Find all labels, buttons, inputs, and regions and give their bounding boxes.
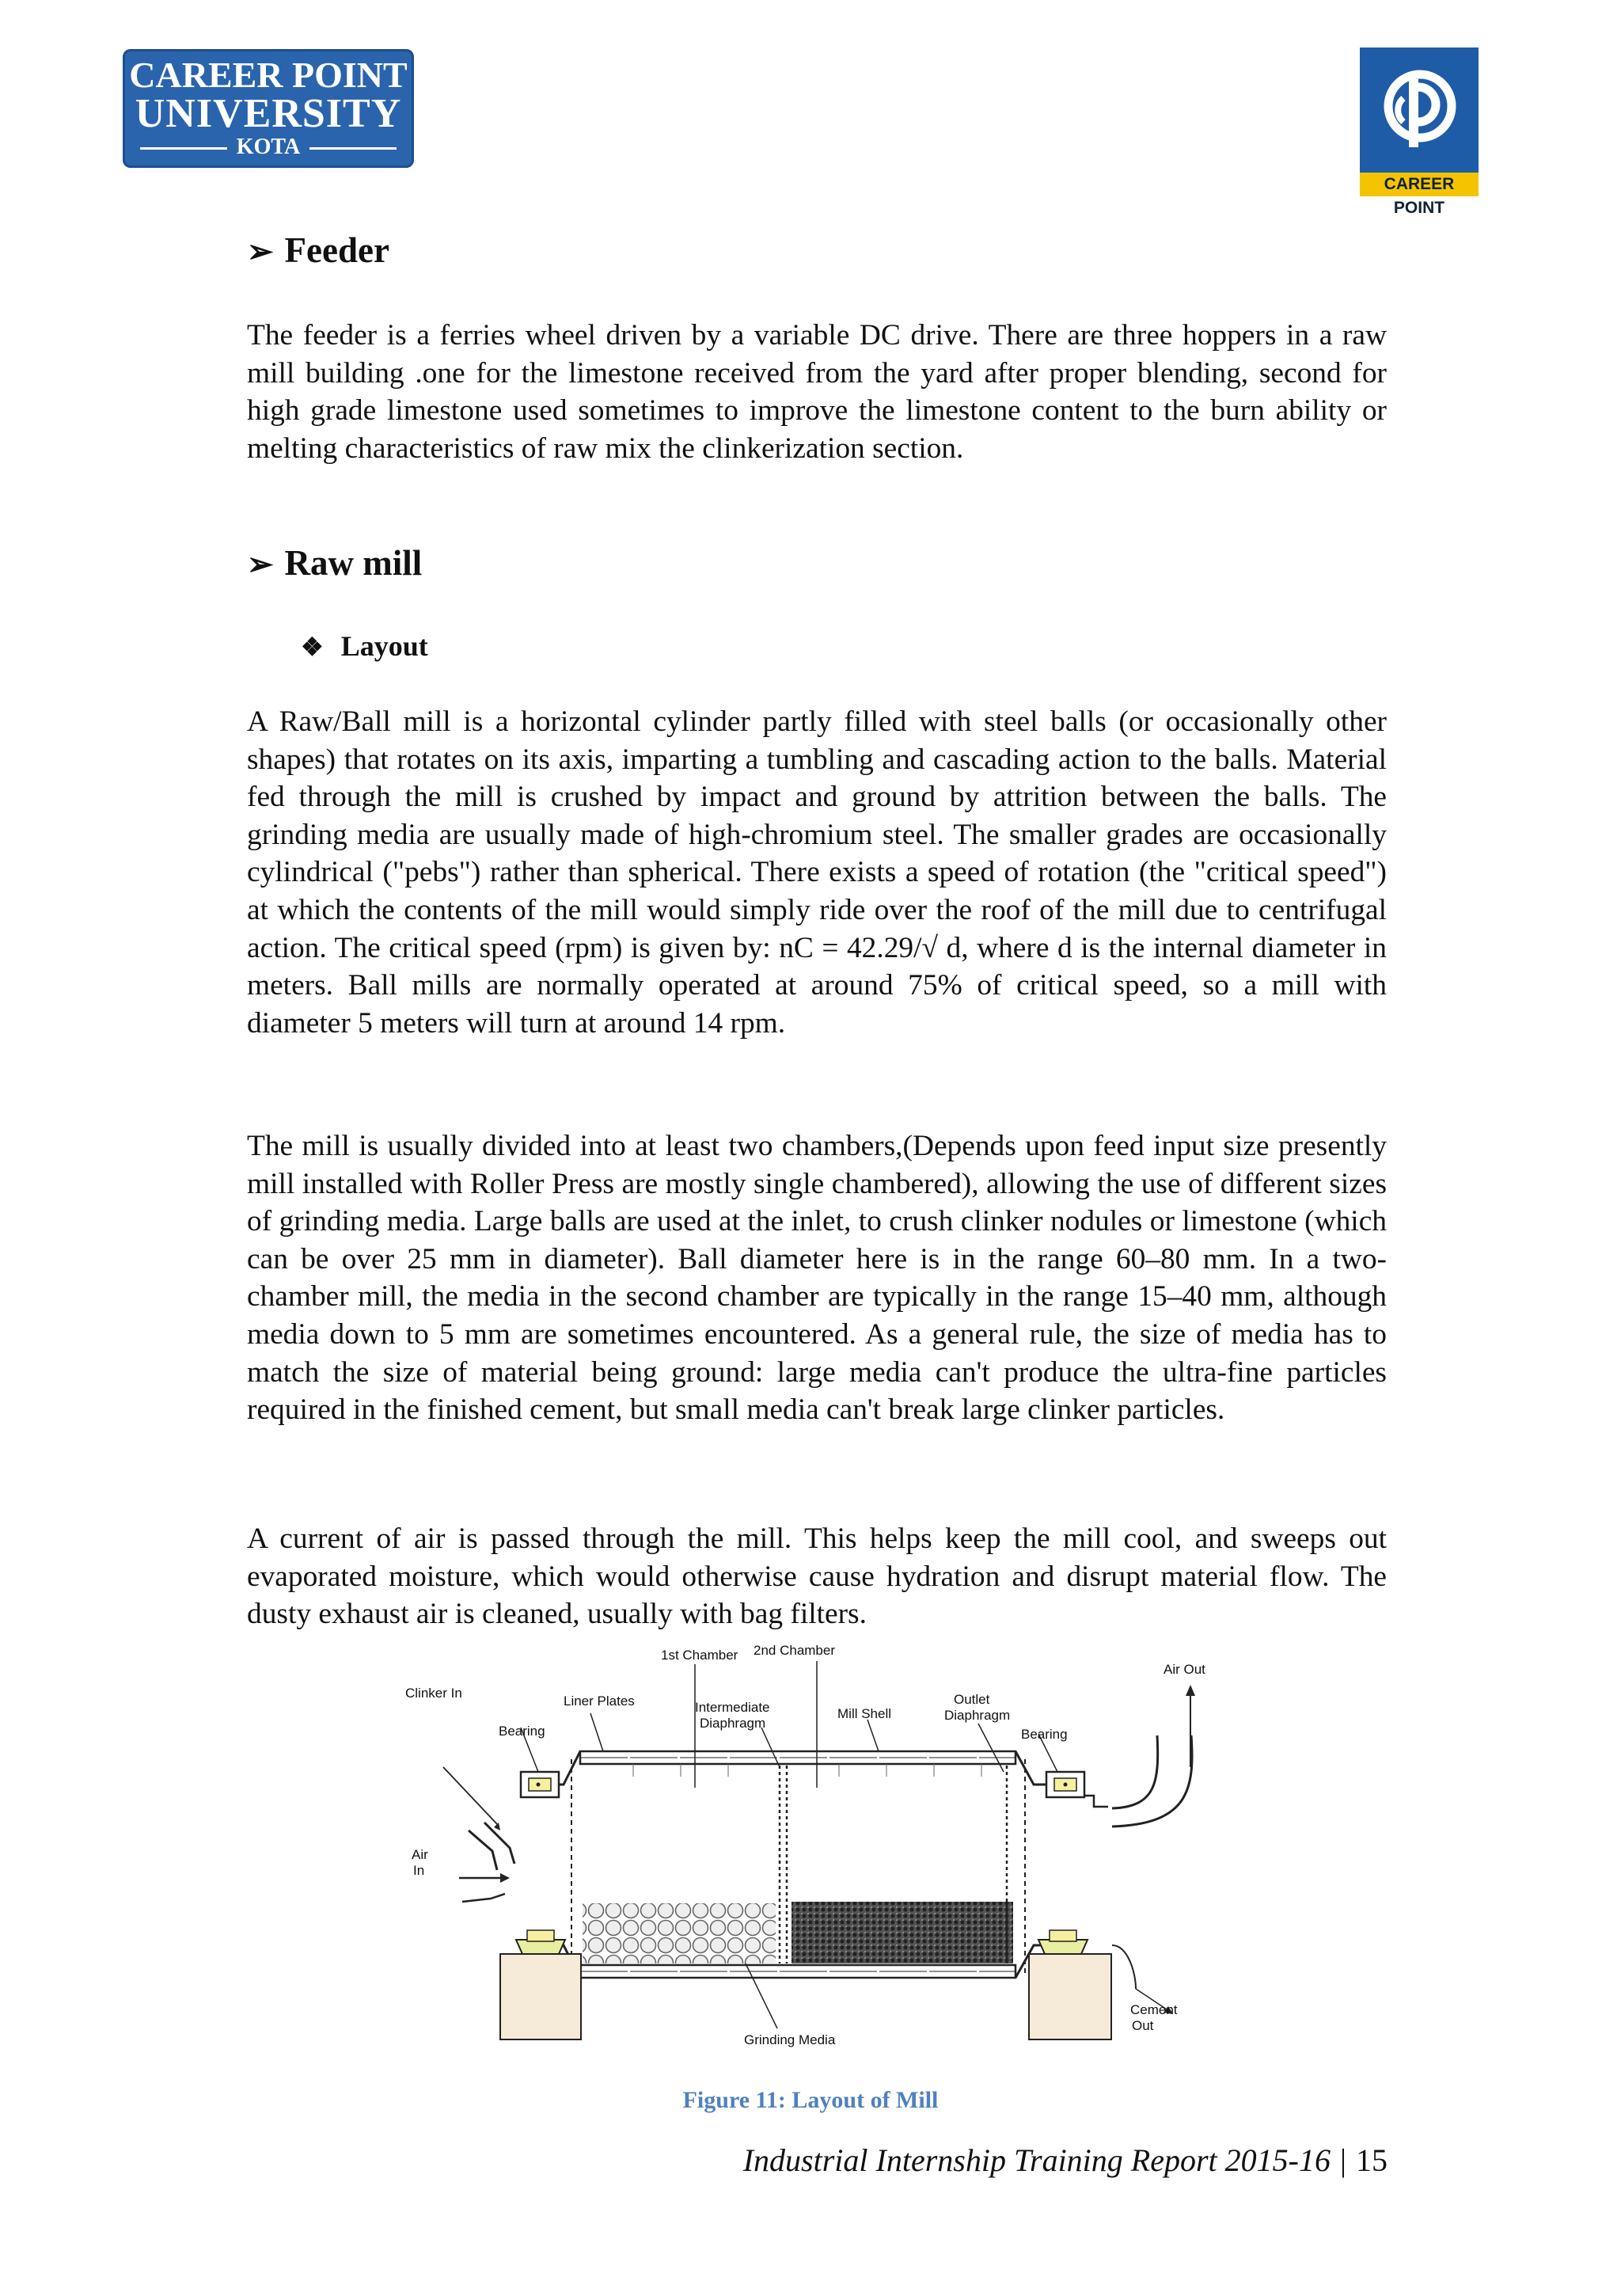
report-title: Industrial Internship Training Report 2015-16 xyxy=(742,2142,1331,2178)
feeder-heading xyxy=(247,230,389,271)
grinding-media-chamber-1 xyxy=(583,1903,776,1963)
arrow-bullet-icon: ➢ xyxy=(247,234,274,269)
raw-mill-heading-text: Raw mill xyxy=(284,543,423,583)
label-liner-plates: Liner Plates xyxy=(564,1693,635,1709)
logo-rule-right xyxy=(309,147,397,150)
cp-emblem-icon xyxy=(1360,48,1479,173)
raw-mill-heading xyxy=(247,542,422,584)
raw-mill-paragraph-3: A current of air is passed through the mill. This helps keep the mill cool, and sweeps out evaporated moisture, which would otherwise cause hydration and disrupt material flow. The dusty exhaust air is cleaned, usually with bag filters. xyxy=(247,1522,1387,1631)
left-foundation xyxy=(500,1954,581,2039)
label-grinding-media: Grinding Media xyxy=(744,2032,836,2047)
cp-logo-tagline: CAREER POINT xyxy=(1360,173,1479,196)
diamond-bullet-icon: ❖ xyxy=(301,633,324,661)
feeder-paragraph: The feeder is a ferries wheel driven by a variable DC drive. There are three hoppers in a raw mill building .one for the limestone received from the yard after proper blending, second for high grade limestone used sometimes to improve the limestone content to the burn ability or melting characteristics of raw mix the clinkerization section. xyxy=(247,319,1387,465)
label-air: Air xyxy=(412,1847,428,1862)
figure-caption: Figure 11: Layout of Mill xyxy=(682,2087,939,2113)
page-number: 15 xyxy=(1356,2142,1388,2178)
label-cement: Cement xyxy=(1130,2002,1178,2017)
logo-line-3: KOTA xyxy=(236,135,301,159)
layout-subheading xyxy=(301,629,428,663)
mill-layout-figure xyxy=(396,1640,1243,2060)
mill-diagram xyxy=(396,1640,1243,2060)
logo-line-2: UNIVERSITY xyxy=(135,91,402,136)
logo-line-1: CAREER POINT xyxy=(129,55,408,95)
label-mill-shell: Mill Shell xyxy=(837,1706,892,1721)
label-chamber-1: 1st Chamber xyxy=(661,1648,738,1663)
label-outlet-diaphragm: Diaphragm xyxy=(944,1708,1011,1723)
label-diaphragm: Diaphragm xyxy=(700,1716,766,1731)
feeder-heading-text: Feeder xyxy=(284,230,389,270)
logo-line-3-row xyxy=(140,135,397,158)
raw-mill-paragraph-2: The mill is usually divided into at least two chambers,(Depends upon feed input size presently mill installed with Roller Press are mostly single chambered), allowing the use of different sizes of grinding media. Large balls are used at the inlet, to crush clinker nodules or limestone (which can be over 25 mm in diameter). Ball diameter here is in the range 60–80 mm. In a two-chamber mill, the media in the second chamber are typically in the range 15–40 mm, although media down to 5 mm are sometimes encountered. As a general rule, the size of media has to match the size of material being ground: large media can't produce the ultra-fine particles required in the finished cement, but small media can't break large clinker particles. xyxy=(247,1130,1387,1427)
page-footer xyxy=(743,2142,1388,2179)
raw-mill-paragraph-1: A Raw/Ball mill is a horizontal cylinder partly filled with steel balls (or occasionally other shapes) that rotates on its axis, imparting a tumbling and cascading action to the balls. Material fed through the mill is crushed by impact and ground by attrition between the balls. The grinding media are usually made of high-chromium steel. The smaller grades are occasionally cylindrical ("pebs") rather than spherical. There exists a speed of rotation (the "critical speed") at which the contents of the mill would simply ride over the roof of the mill due to centrifugal action. The critical speed (rpm) is given by: nC = 42.29/√ d, where d is the internal diameter in meters. Ball mills are normally operated at around 75% of critical speed, so a mill with diameter 5 meters will turn at around 14 rpm. xyxy=(247,705,1387,1040)
label-clinker-in: Clinker In xyxy=(405,1686,462,1701)
grinding-media-chamber-2 xyxy=(792,1902,1013,1963)
label-bearing-right: Bearing xyxy=(1021,1727,1068,1742)
label-out: Out xyxy=(1132,2018,1154,2033)
right-foundation xyxy=(1029,1954,1111,2039)
label-in: In xyxy=(413,1863,425,1878)
label-outlet: Outlet xyxy=(954,1692,990,1707)
label-bearing-left: Bearing xyxy=(499,1724,545,1739)
arrow-bullet-icon: ➢ xyxy=(247,546,274,582)
label-air-out: Air Out xyxy=(1164,1662,1205,1677)
label-intermediate: Intermediate xyxy=(695,1700,770,1715)
footer-separator: | xyxy=(1339,2142,1346,2178)
layout-subheading-text: Layout xyxy=(340,630,428,662)
career-point-university-logo xyxy=(123,49,414,168)
career-point-logo xyxy=(1360,48,1479,217)
cp-logo-mark xyxy=(1360,48,1479,173)
label-chamber-2: 2nd Chamber xyxy=(754,1643,836,1658)
